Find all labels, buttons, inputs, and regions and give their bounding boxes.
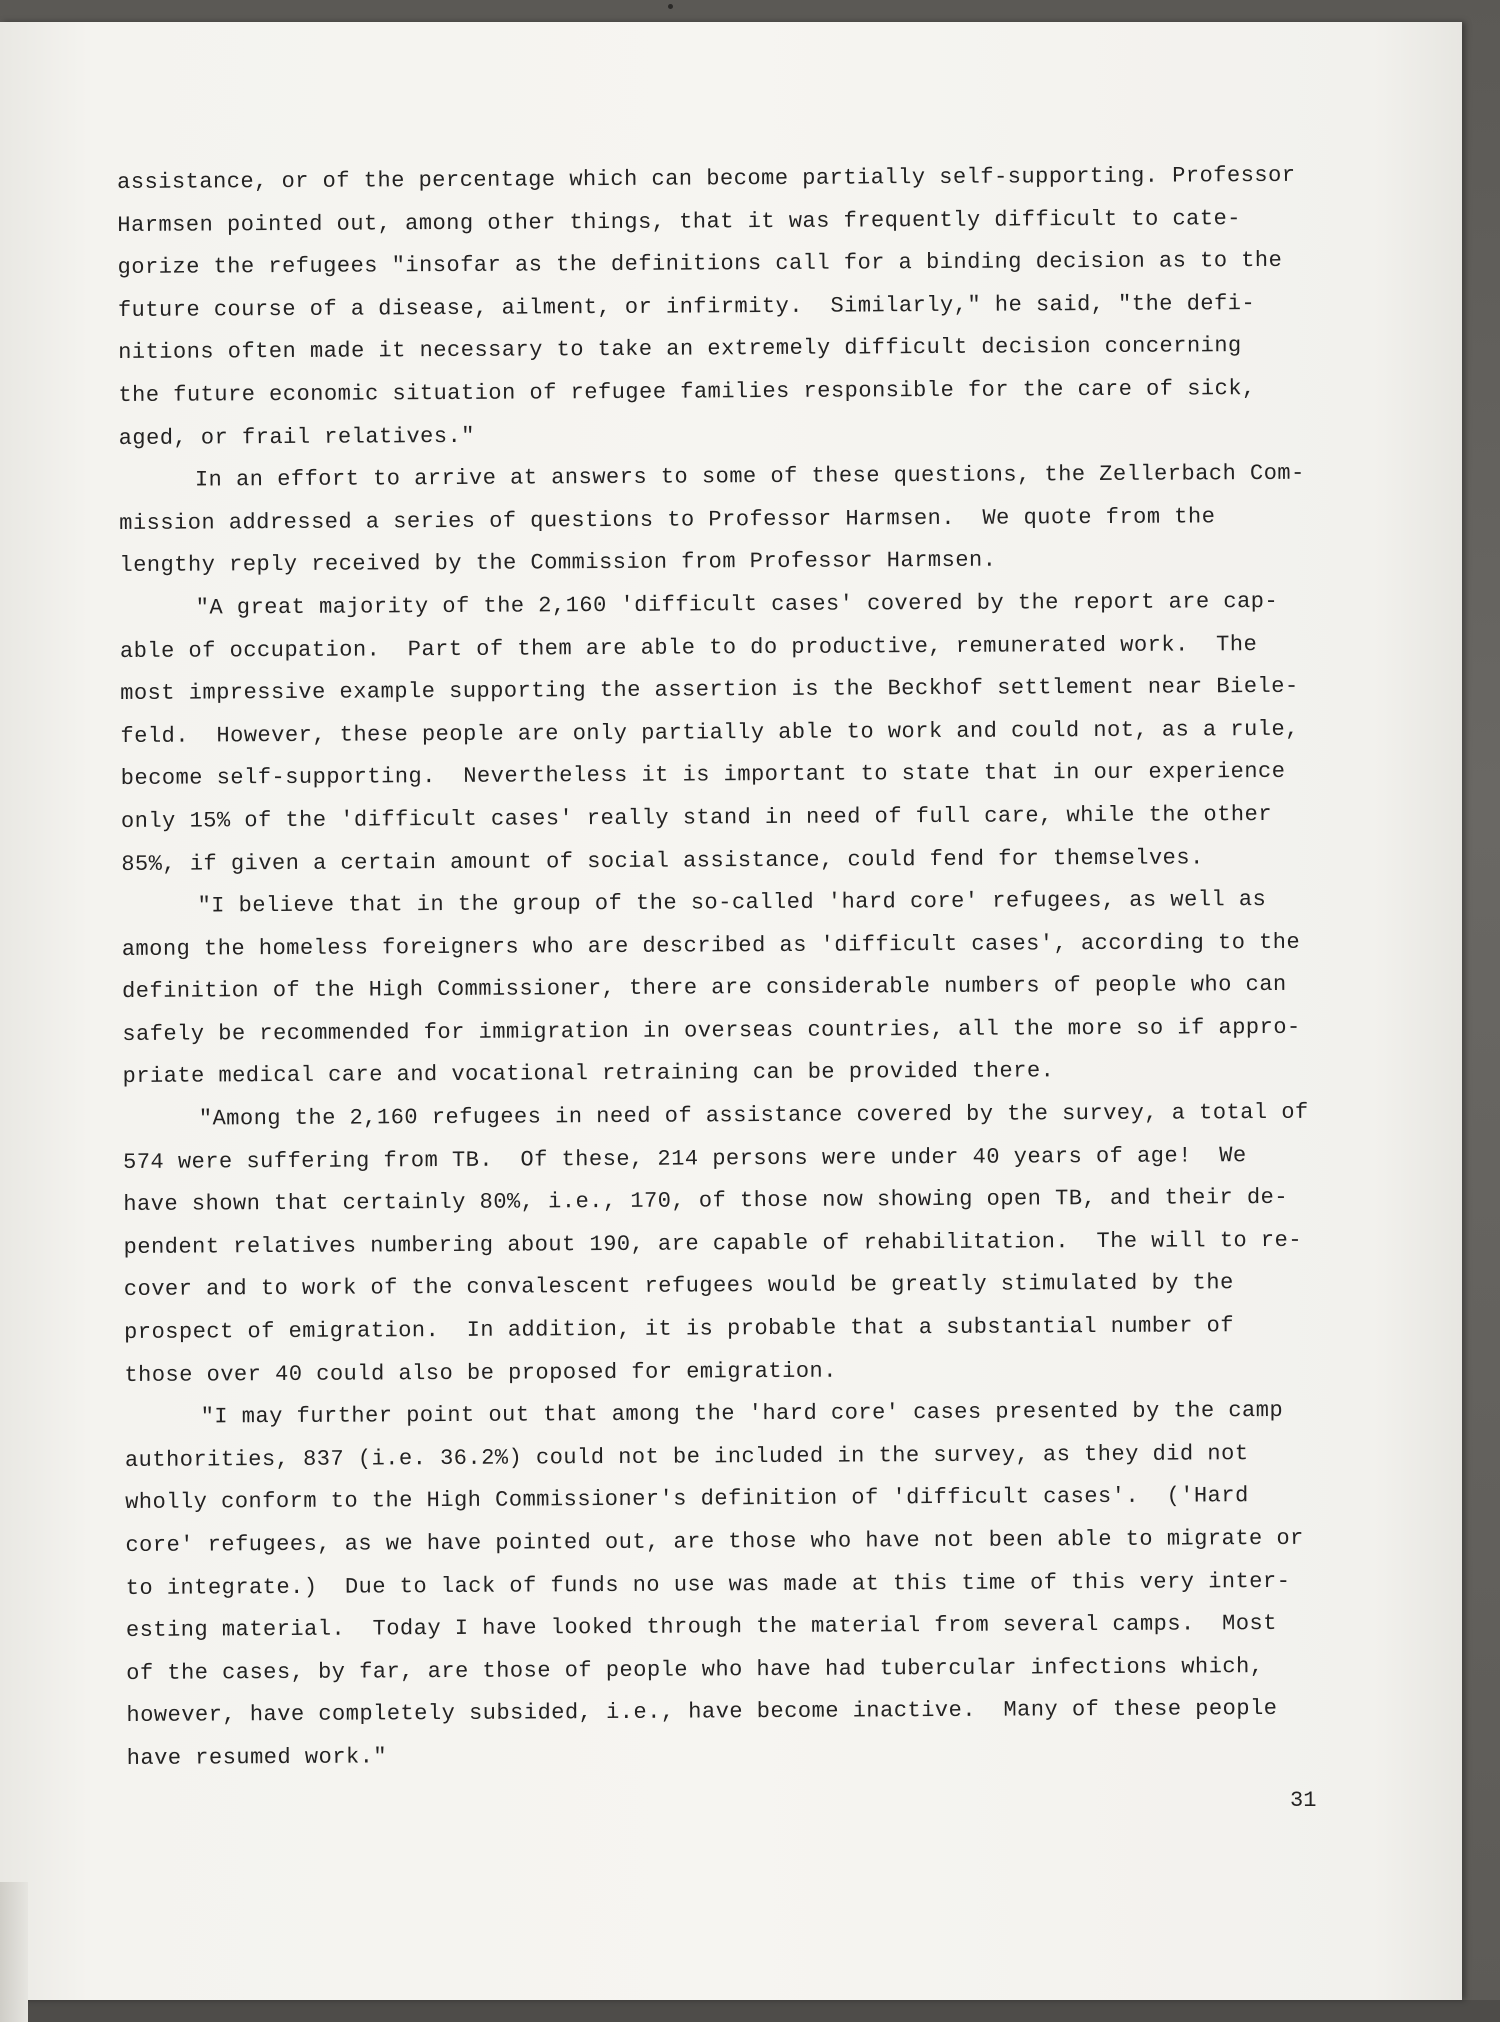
text-line: Harmsen pointed out, among other things, that it was frequently difficult to cate- xyxy=(117,205,1242,238)
text-line: future course of a disease, ailment, or infirmity. Similarly," he said, "the defi- xyxy=(117,290,1256,323)
text-line: priate medical care and vocational retraining can be provided there. xyxy=(122,1058,1055,1090)
paragraph-start-line: "Among the 2,160 refugees in need of assistance covered by the survey, a total of xyxy=(198,1099,1309,1132)
text-line: most impressive example supporting the assertion is the Beckhof settlement near Biele- xyxy=(120,673,1299,707)
text-line: definition of the High Commissioner, there are considerable numbers of people who can xyxy=(121,972,1287,1005)
text-line: lengthy reply received by the Commission from Professor Harmsen. xyxy=(119,547,997,579)
body-text xyxy=(117,154,1367,1780)
text-line: aged, or frail relatives." xyxy=(118,423,476,451)
text-line: assistance, or of the percentage which can become partially self-supporting. Professor xyxy=(117,162,1296,195)
text-line: 574 were suffering from TB. Of these, 214 persons were under 40 years of age! We xyxy=(123,1142,1247,1175)
text-line: esting material. Today I have looked through the material from several camps. Most xyxy=(125,1611,1278,1644)
page-curl-shadow xyxy=(0,1882,28,2022)
text-line: feld. However, these people are only partially able to work and could not, as a rule, xyxy=(120,716,1299,749)
text-line: authorities, 837 (i.e. 36.2%) could not be included in the survey, as they did not xyxy=(124,1440,1249,1473)
paragraph-start-line: "I believe that in the group of the so-called 'hard core' refugees, as well as xyxy=(197,887,1267,919)
paragraph-start-line: In an effort to arrive at answers to some of these questions, the Zellerbach Com- xyxy=(194,460,1305,493)
text-line: core' refugees, as we have pointed out, are those who have not been able to migrate or xyxy=(125,1525,1304,1558)
text-line: among the homeless foreigners who are described as 'difficult cases', according to the xyxy=(121,929,1301,962)
text-line: mission addressed a series of questions to Professor Harmsen. We quote from the xyxy=(119,504,1216,536)
text-line: wholly conform to the High Commissioner's definition of 'difficult cases'. ('Hard xyxy=(125,1483,1249,1516)
text-line: safely be recommended for immigration in overseas countries, all the more so if appro- xyxy=(122,1014,1301,1047)
text-line: gorize the refugees "insofar as the definitions call for a binding decision as to the xyxy=(117,248,1283,281)
text-line: nitions often made it necessary to take an extremely difficult decision concerning xyxy=(118,333,1242,366)
text-line: those over 40 could also be proposed for emigration. xyxy=(124,1358,837,1388)
text-line: the future economic situation of refugee families responsible for the care of sick, xyxy=(118,376,1256,408)
binding-mark xyxy=(668,4,673,9)
text-line: prospect of emigration. In addition, it is probable that a substantial number of xyxy=(124,1313,1235,1346)
text-line: cover and to work of the convalescent refugees would be greatly stimulated by the xyxy=(123,1270,1234,1303)
text-line: have resumed work." xyxy=(126,1744,388,1771)
paragraph-start-line: "A great majority of the 2,160 'difficult cases' covered by the report are cap- xyxy=(195,588,1279,621)
text-line: to integrate.) Due to lack of funds no use was made at this time of this very inter- xyxy=(125,1568,1291,1601)
paragraph-start-line: "I may further point out that among the 'hard core' cases presented by the camp xyxy=(200,1398,1284,1430)
text-line: only 15% of the 'difficult cases' really stand in need of full care, while the other xyxy=(120,801,1273,834)
text-line: have shown that certainly 80%, i.e., 170, of those now showing open TB, and their de- xyxy=(123,1185,1289,1218)
text-line: of the cases, by far, are those of people who have had tubercular infections which, xyxy=(126,1653,1264,1686)
page-number: 31 xyxy=(1290,1788,1317,1813)
text-line: 85%, if given a certain amount of social assistance, could fend for themselves. xyxy=(121,844,1204,877)
text-line: pendent relatives numbering about 190, are capable of rehabilitation. The will to re- xyxy=(123,1227,1303,1260)
text-line: however, have completely subsided, i.e., have become inactive. Many of these people xyxy=(126,1696,1278,1729)
text-line: become self-supporting. Nevertheless it is important to state that in our experience xyxy=(120,759,1286,792)
text-line: able of occupation. Part of them are able to do productive, remunerated work. The xyxy=(119,631,1258,664)
